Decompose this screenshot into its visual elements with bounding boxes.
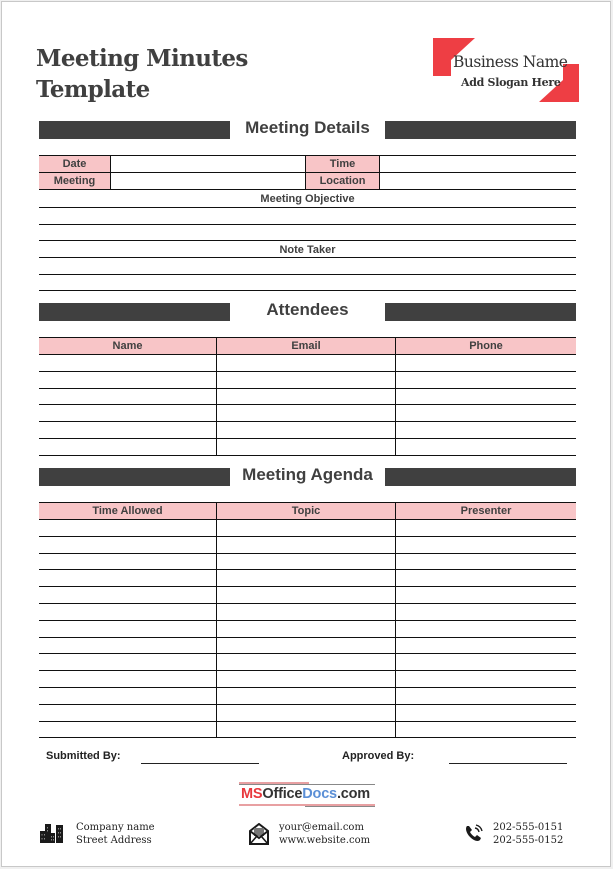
agenda-cell-presenter[interactable]	[396, 654, 576, 670]
agenda-cell-topic[interactable]	[217, 621, 395, 637]
agenda-cell-topic[interactable]	[217, 587, 395, 603]
agenda-cell-presenter[interactable]	[396, 638, 576, 654]
agenda-cell-topic[interactable]	[217, 537, 395, 553]
agenda-cell-time-allowed[interactable]	[39, 654, 216, 670]
agenda-cell-presenter[interactable]	[396, 688, 576, 704]
section-bar-right	[385, 121, 576, 139]
agenda-cell-topic[interactable]	[217, 638, 395, 654]
attendees-cell-email[interactable]	[217, 355, 395, 371]
attendees-cell-phone[interactable]	[396, 439, 576, 455]
divider	[379, 155, 380, 190]
meeting-field[interactable]	[111, 173, 305, 189]
agenda-cell-time-allowed[interactable]	[39, 604, 216, 620]
attendees-cell-email[interactable]	[217, 422, 395, 438]
agenda-cell-topic[interactable]	[217, 654, 395, 670]
attendees-cell-name[interactable]	[39, 439, 216, 455]
divider	[395, 502, 396, 738]
approved-by-label: Approved By:	[342, 750, 415, 762]
agenda-cell-topic[interactable]	[217, 688, 395, 704]
agenda-cell-presenter[interactable]	[396, 722, 576, 738]
attendees-cell-name[interactable]	[39, 405, 216, 421]
business-logo	[433, 38, 579, 102]
section-title: Attendees	[266, 300, 349, 319]
objective-line-1[interactable]	[39, 208, 576, 224]
agenda-cell-presenter[interactable]	[396, 621, 576, 637]
attendees-cell-phone[interactable]	[396, 405, 576, 421]
date-field[interactable]	[111, 156, 305, 172]
footer-contact	[249, 821, 409, 851]
section-header-meeting-details	[39, 118, 576, 139]
brand-com: .com	[336, 786, 370, 802]
divider	[39, 502, 576, 503]
divider	[39, 155, 576, 156]
section-title: Meeting Agenda	[242, 465, 373, 484]
agenda-cell-topic[interactable]	[217, 554, 395, 570]
agenda-cell-time-allowed[interactable]	[39, 722, 216, 738]
contact-email[interactable]: your@email.com	[279, 822, 364, 833]
attendees-cell-phone[interactable]	[396, 422, 576, 438]
agenda-cell-presenter[interactable]	[396, 705, 576, 721]
attendees-cell-name[interactable]	[39, 422, 216, 438]
agenda-cell-presenter[interactable]	[396, 587, 576, 603]
agenda-cell-topic[interactable]	[217, 604, 395, 620]
agenda-cell-time-allowed[interactable]	[39, 554, 216, 570]
divider	[39, 189, 576, 190]
phone-2[interactable]: 202-555-0152	[493, 835, 564, 846]
note-taker-label: Note Taker	[279, 244, 336, 256]
phone-icon	[464, 823, 484, 843]
brand-ms: MS	[241, 786, 263, 802]
attendees-cell-name[interactable]	[39, 355, 216, 371]
divider	[216, 337, 217, 456]
agenda-cell-topic[interactable]	[217, 570, 395, 586]
agenda-cell-time-allowed[interactable]	[39, 570, 216, 586]
time-label: Time	[306, 156, 379, 172]
agenda-cell-presenter[interactable]	[396, 520, 576, 536]
approved-by-field[interactable]	[449, 763, 567, 764]
section-header-meeting-agenda	[39, 465, 576, 486]
title-line-2: Template	[36, 76, 150, 103]
section-bar-right	[385, 468, 576, 486]
attendees-cell-name[interactable]	[39, 389, 216, 405]
footer-company	[40, 821, 200, 851]
agenda-cell-time-allowed[interactable]	[39, 621, 216, 637]
divider	[305, 155, 306, 190]
contact-website[interactable]: www.website.com	[279, 835, 371, 846]
section-bar-left	[39, 303, 230, 321]
attendees-cell-phone[interactable]	[396, 355, 576, 371]
agenda-cell-time-allowed[interactable]	[39, 537, 216, 553]
document-title	[36, 43, 248, 105]
meeting-label: Meeting	[39, 173, 110, 189]
section-header-attendees	[39, 300, 576, 321]
msofficedocs-brand-logo	[237, 782, 377, 808]
date-label: Date	[39, 156, 110, 172]
agenda-cell-topic[interactable]	[217, 520, 395, 536]
agenda-cell-presenter[interactable]	[396, 554, 576, 570]
agenda-cell-time-allowed[interactable]	[39, 520, 216, 536]
phone-1[interactable]: 202-555-0151	[493, 822, 564, 833]
section-bar-left	[39, 468, 230, 486]
divider	[110, 155, 111, 190]
submitted-by-label: Submitted By:	[46, 750, 121, 762]
agenda-cell-time-allowed[interactable]	[39, 638, 216, 654]
divider	[39, 337, 576, 338]
agenda-cell-presenter[interactable]	[396, 570, 576, 586]
location-label: Location	[306, 173, 379, 189]
attendees-cell-email[interactable]	[217, 405, 395, 421]
section-title: Meeting Details	[245, 118, 370, 137]
section-bar-left	[39, 121, 230, 139]
agenda-cell-time-allowed[interactable]	[39, 587, 216, 603]
column-header-presenter: Presenter	[396, 503, 576, 519]
column-header-email: Email	[217, 338, 395, 354]
business-slogan: Add Slogan Here	[461, 76, 561, 89]
divider	[39, 290, 576, 291]
envelope-icon	[249, 823, 269, 845]
column-header-phone: Phone	[396, 338, 576, 354]
time-field[interactable]	[380, 156, 576, 172]
agenda-cell-topic[interactable]	[217, 705, 395, 721]
agenda-cell-presenter[interactable]	[396, 537, 576, 553]
objective-line-2[interactable]	[39, 225, 576, 240]
column-header-name: Name	[39, 338, 216, 354]
agenda-cell-time-allowed[interactable]	[39, 671, 216, 687]
attendees-cell-email[interactable]	[217, 372, 395, 388]
agenda-cell-time-allowed[interactable]	[39, 705, 216, 721]
meeting-objective-label: Meeting Objective	[260, 193, 355, 205]
attendees-cell-phone[interactable]	[396, 372, 576, 388]
divider	[216, 502, 217, 738]
column-header-topic: Topic	[217, 503, 395, 519]
section-bar-right	[385, 303, 576, 321]
agenda-cell-presenter[interactable]	[396, 604, 576, 620]
title-line-1: Meeting Minutes	[36, 45, 248, 72]
note-taker-line-1[interactable]	[39, 258, 576, 274]
brand-rule	[239, 784, 375, 785]
divider	[39, 737, 576, 738]
divider	[39, 172, 576, 173]
attendees-cell-email[interactable]	[217, 389, 395, 405]
brand-text	[241, 786, 370, 802]
brand-office: Office	[262, 786, 303, 802]
company-name: Company name	[76, 822, 155, 833]
attendees-cell-name[interactable]	[39, 372, 216, 388]
brand-rule	[305, 806, 375, 807]
submitted-by-field[interactable]	[141, 763, 259, 764]
street-address: Street Address	[76, 835, 152, 846]
footer-phone	[464, 821, 594, 851]
buildings-icon	[40, 823, 64, 843]
agenda-cell-topic[interactable]	[217, 722, 395, 738]
divider	[395, 337, 396, 456]
divider	[39, 240, 576, 241]
brand-docs: Docs	[302, 786, 337, 802]
attendees-cell-email[interactable]	[217, 439, 395, 455]
business-name: Business Name	[453, 53, 568, 71]
column-header-time-allowed: Time Allowed	[39, 503, 216, 519]
divider	[39, 455, 576, 456]
attendees-cell-phone[interactable]	[396, 389, 576, 405]
agenda-cell-time-allowed[interactable]	[39, 688, 216, 704]
location-field[interactable]	[380, 173, 576, 189]
note-taker-line-2[interactable]	[39, 275, 576, 290]
agenda-cell-presenter[interactable]	[396, 671, 576, 687]
agenda-cell-topic[interactable]	[217, 671, 395, 687]
